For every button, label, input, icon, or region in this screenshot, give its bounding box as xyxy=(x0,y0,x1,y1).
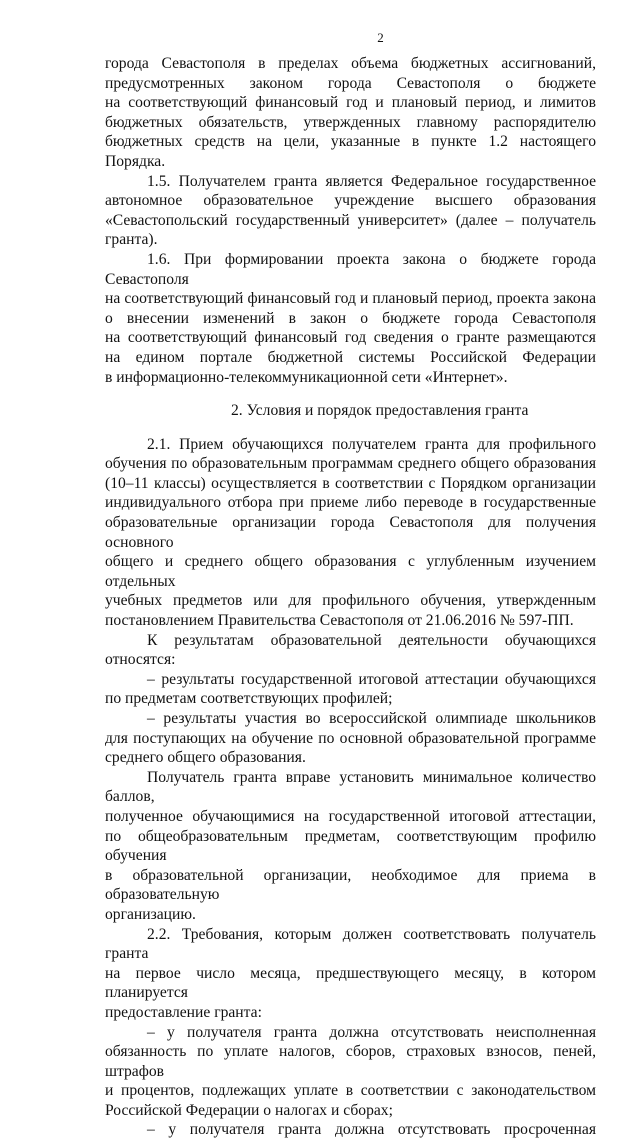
text-line: на соответствующий финансовый год сведения о гранте размещаются xyxy=(105,329,596,347)
text-line: предусмотренных законом города Севастополя о бюджете xyxy=(105,74,596,92)
text-line: общего и среднего общего образования с углубленным изучением отдельных xyxy=(105,553,596,590)
text-line: – результаты государственной итоговой аттестации обучающихся xyxy=(147,670,596,688)
text-line: К результатам образовательной деятельности обучающихся относятся: xyxy=(105,631,596,669)
text-line: автономное образовательное учреждение высшего образования xyxy=(105,192,596,210)
text-line: индивидуального отбора при приеме либо переводе в государственные xyxy=(105,494,596,512)
text-line: – у получателя гранта должна отсутствовать просроченная xyxy=(147,1121,596,1139)
text-line: по общеобразовательным предметам, соответствующим профилю обучения xyxy=(105,827,596,865)
text-line: Российской Федерации о налогах и сборах; xyxy=(105,1101,393,1119)
text-line: полученное обучающимися на государственной итоговой аттестации, xyxy=(105,807,596,825)
text-line: по предметам соответствующих профилей; xyxy=(105,690,393,708)
text-line: для поступающих на обучение по основной образовательной программе xyxy=(105,729,596,747)
text-line: гранта). xyxy=(105,231,158,249)
text-line: образовательные организации города Севастополя для получения основного xyxy=(105,514,596,551)
text-line: Получатель гранта вправе установить минимальное количество баллов, xyxy=(105,768,596,806)
text-line: на соответствующий финансовый год и плановый период, и лимитов xyxy=(105,94,596,112)
text-line: организацию. xyxy=(105,905,196,923)
text-line: на первое число месяца, предшествующего месяцу, в котором планируется xyxy=(105,964,596,1002)
text-line: постановлением Правительства Севастополя от 21.06.2016 № 597-ПП. xyxy=(105,612,574,630)
section-title: 2. Условия и порядок предоставления гранта xyxy=(231,402,529,420)
text-line: 1.5. Получателем гранта является Федеральное государственное xyxy=(147,172,596,190)
text-line: города Севастополя в пределах объема бюджетных ассигнований, xyxy=(105,55,596,72)
text-line: и процентов, подлежащих уплате в соответствии с законодательством xyxy=(105,1082,596,1100)
text-line: на едином портале бюджетной системы Российской Федерации xyxy=(105,348,596,366)
page-number: 2 xyxy=(377,30,384,45)
text-line: обучения по образовательным программам среднего общего образования xyxy=(105,455,596,473)
document-body xyxy=(105,54,596,1140)
text-line: на соответствующий финансовый год и плановый период, проекта закона xyxy=(105,290,596,308)
text-line: в информационно-телекоммуникационной сети «Интернет». xyxy=(105,368,508,386)
text-line: «Севастопольский государственный университет» (далее – получатель xyxy=(105,211,596,229)
text-line: – у получателя гранта должна отсутствовать неисполненная xyxy=(147,1023,596,1041)
text-line: о внесении изменений в закон о бюджете города Севастополя xyxy=(105,309,596,327)
text-line: 2.2. Требования, которым должен соответствовать получатель гранта xyxy=(105,925,596,963)
text-line: 2.1. Прием обучающихся получателем гранта для профильного xyxy=(147,435,596,453)
text-line: 1.6. При формировании проекта закона о бюджете города Севастополя xyxy=(105,250,596,288)
text-line: учебных предметов или для профильного обучения, утвержденным xyxy=(105,592,596,610)
text-line: обязанность по уплате налогов, сборов, страховых взносов, пеней, штрафов xyxy=(105,1043,596,1080)
text-line: среднего общего образования. xyxy=(105,749,306,767)
text-line: в образовательной организации, необходимое для приема в образовательную xyxy=(105,866,596,904)
text-line: предоставление гранта: xyxy=(105,1003,262,1021)
text-line: бюджетных средств на цели, указанные в пункте 1.2 настоящего Порядка. xyxy=(105,133,596,170)
text-line: бюджетных обязательств, утвержденных главному распорядителю xyxy=(105,113,596,131)
text-line: (10–11 классы) осуществляется в соответствии с Порядком организации xyxy=(105,474,596,492)
text-line: – результаты участия во всероссийской олимпиаде школьников xyxy=(147,710,596,727)
